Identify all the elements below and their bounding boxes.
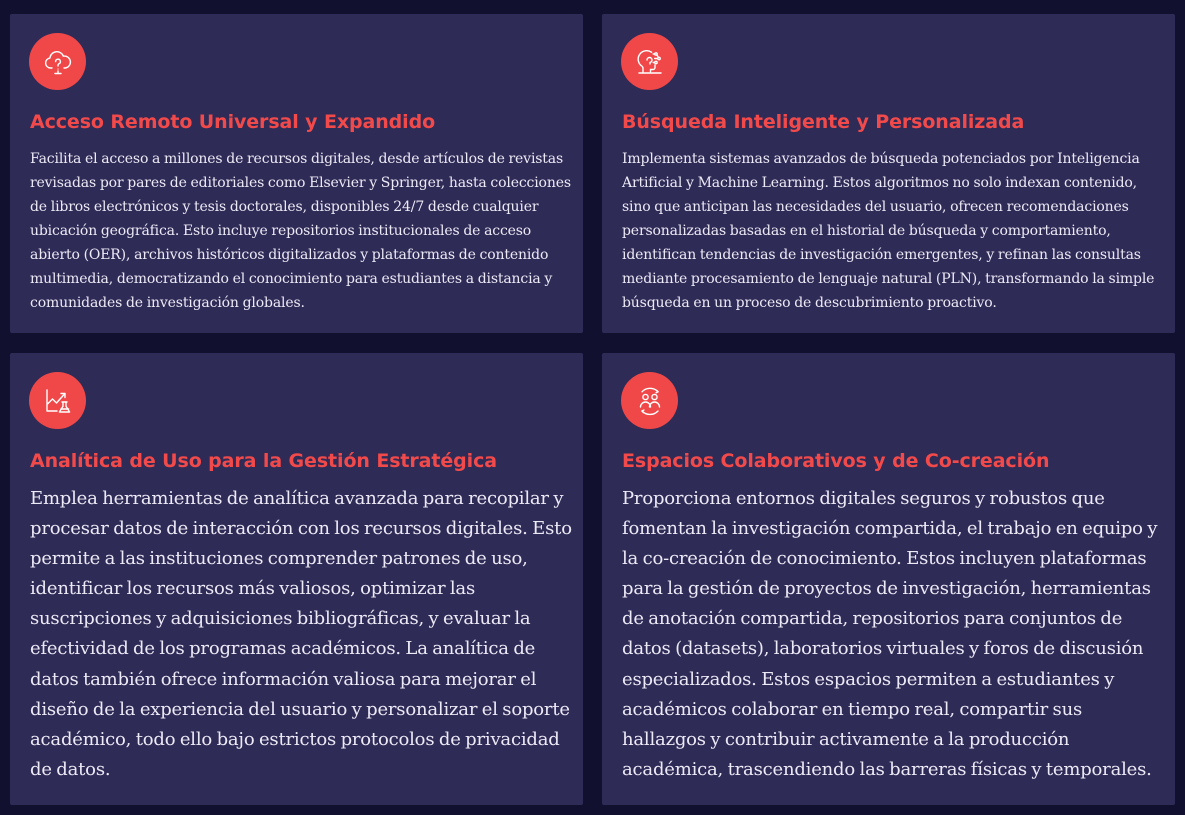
cloud-question-icon bbox=[29, 33, 86, 90]
card-description: Facilita el acceso a millones de recursos digitales, desde artículos de revistas revisadas por pares de editoriales como Elsevier y Springer, hasta colecciones de libros electrónicos y tesis doctorales, disponibles 24/7 desde cualquier ubicación geográfica. Esto incluye repositorios institucionales de acceso abierto (OER), archivos históricos digitalizados y plataformas de contenido multimedia, democratizando el conocimiento para estudiantes a distancia y comunidades de investigación globales. bbox=[30, 151, 571, 311]
chart-flask-icon bbox=[29, 372, 86, 429]
card-description: Emplea herramientas de analítica avanzada para recopilar y procesar datos de interacción con los recursos digitales. Esto permite a las instituciones comprender patrones de uso, identificar los recursos más valiosos, optimizar las suscripciones y adquisiciones bibliográficas, y evaluar la efectividad de los programas académicos. La analítica de datos también ofrece información valiosa para mejorar el diseño de la experiencia del usuario y personalizar el soporte académico, todo ello bajo estrictos protocolos de privacidad de datos. bbox=[30, 488, 572, 780]
card-title: Búsqueda Inteligente y Personalizada bbox=[622, 111, 1025, 133]
ai-head-icon bbox=[621, 33, 678, 90]
card-title: Acceso Remoto Universal y Expandido bbox=[30, 111, 436, 133]
card-description: Proporciona entornos digitales seguros y robustos que fomentan la investigación compartida, el trabajo en equipo y la co-creación de conocimiento. Estos incluyen plataformas para la gestión de proyectos de investigación, herramientas de anotación compartida, repositorios para conjuntos de datos (datasets), laboratorios virtuales y foros de discusión especializados. Estos espacios permiten a estudiantes y académicos colaborar en tiempo real, compartir sus hallazgos y contribuir activamente a la producción académica, trascendiendo las barreras físicas y temporales. bbox=[622, 488, 1158, 780]
card-description: Implementa sistemas avanzados de búsqueda potenciados por Inteligencia Artificial y Machine Learning. Estos algoritmos no solo indexan contenido, sino que anticipan las necesidades del usuario, ofrecen recomendaciones personalizadas basadas en el historial de búsqueda y comportamiento, identifican tendencias de investigación emergentes, y refinan las consultas mediante procesamiento de lenguaje natural (PLN), transformando la simple búsqueda en un proceso de descubrimiento proactivo. bbox=[622, 151, 1155, 311]
card-title: Espacios Colaborativos y de Co-creación bbox=[622, 450, 1050, 472]
card-title: Analítica de Uso para la Gestión Estratégica bbox=[30, 450, 497, 472]
team-collaboration-icon bbox=[621, 372, 678, 429]
feature-card-usage-analytics bbox=[10, 353, 583, 805]
feature-card-collaborative-spaces bbox=[602, 353, 1175, 805]
feature-card-remote-access bbox=[10, 14, 583, 333]
feature-card-smart-search bbox=[602, 14, 1175, 333]
